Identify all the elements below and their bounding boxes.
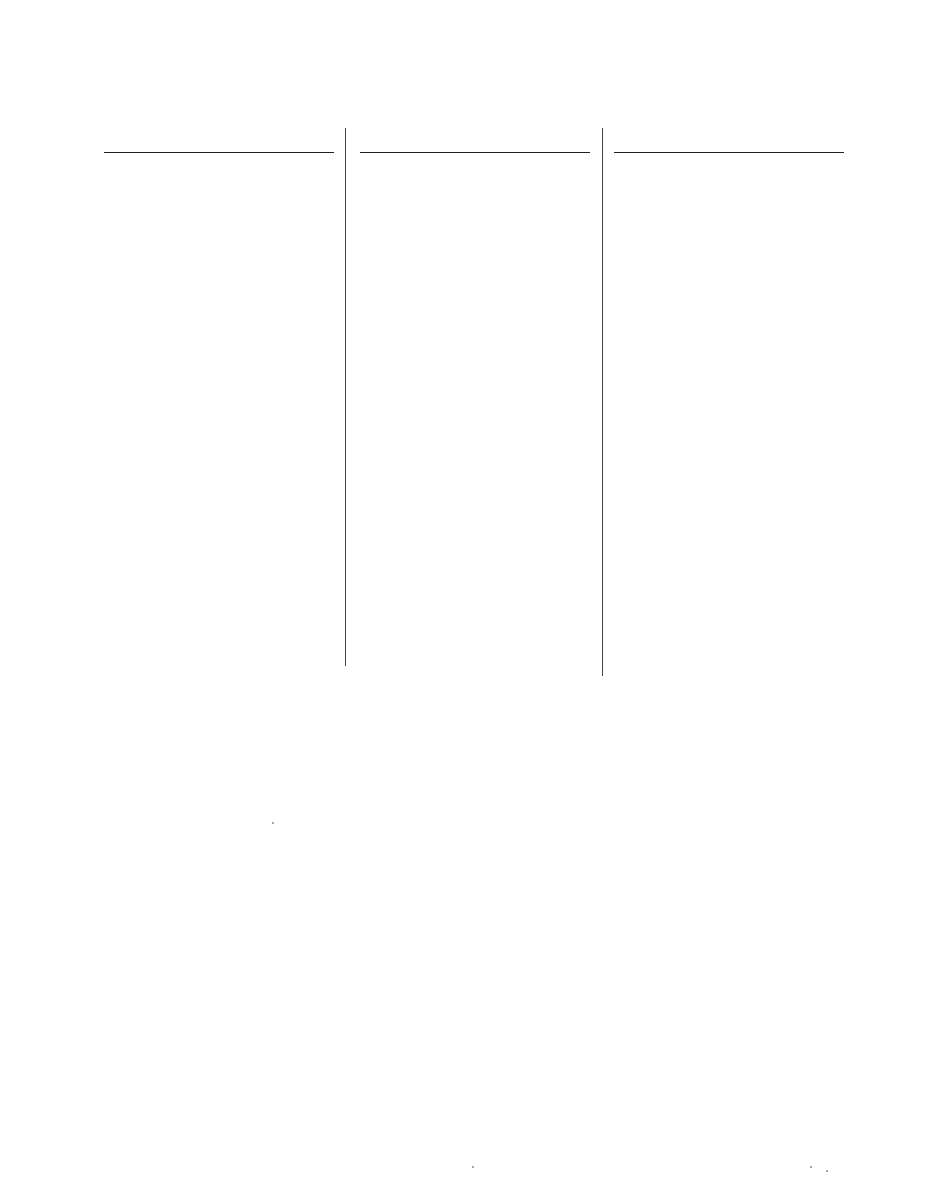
column-divider [602, 128, 603, 676]
scan-speck [810, 1166, 812, 1168]
scan-speck [472, 1166, 474, 1168]
column-divider [345, 128, 346, 666]
scan-speck [826, 1170, 828, 1172]
header-rule [104, 152, 334, 153]
header-rule [360, 152, 590, 153]
scan-speck [272, 822, 274, 824]
header-rule [614, 152, 844, 153]
